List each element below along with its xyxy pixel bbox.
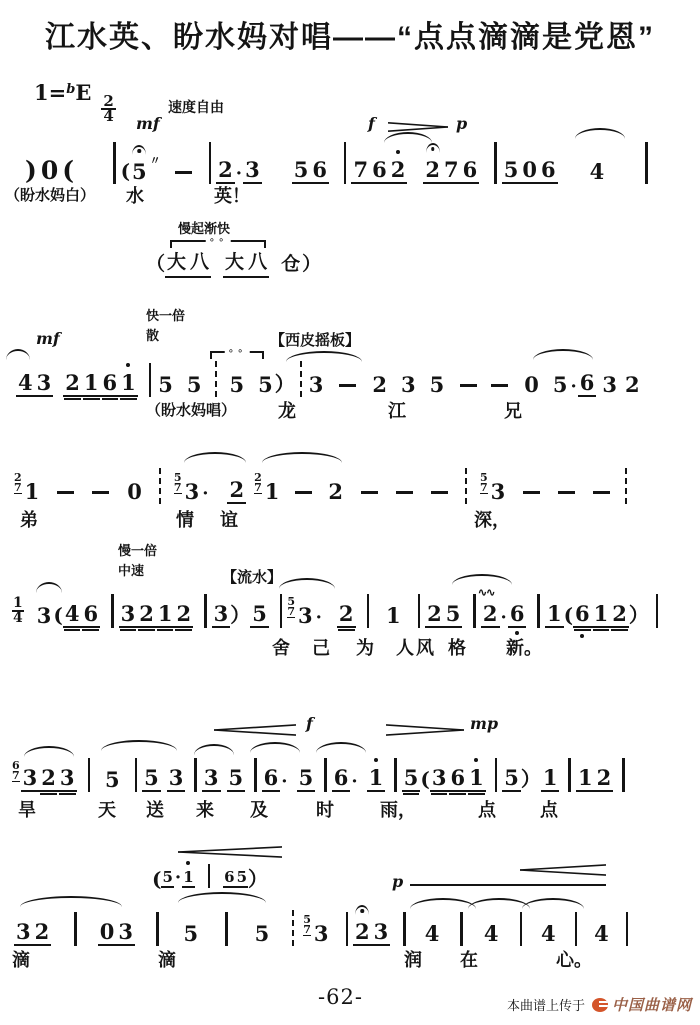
note: 2 ∿∿	[477, 586, 498, 626]
note: 仓	[281, 254, 301, 275]
sustain-line	[410, 884, 606, 886]
slur	[452, 574, 512, 585]
meter-bottom: 4	[103, 107, 114, 125]
dynamic-mark: mf	[36, 329, 60, 348]
tempo-mark: 散	[146, 328, 160, 343]
note: 5	[236, 868, 247, 886]
watermark-site-name: 中国曲谱网	[611, 997, 692, 1014]
note: 1	[467, 765, 486, 792]
held-note-dash	[431, 491, 448, 494]
score-text: ·	[500, 607, 507, 628]
note: 5	[254, 921, 270, 946]
note: 3	[118, 919, 133, 944]
grace-note: 6 7	[12, 759, 20, 782]
score-text: ·	[174, 867, 182, 888]
barline	[495, 758, 498, 792]
note: 6	[462, 157, 478, 182]
slur	[20, 896, 122, 907]
barline	[149, 363, 152, 397]
dashed-barline	[465, 468, 467, 504]
barline	[568, 758, 571, 792]
lyric: 点	[478, 800, 496, 820]
held-note-dash	[491, 384, 508, 387]
xipi-yaoban-line	[0, 305, 700, 420]
note: 2	[372, 372, 387, 397]
note: 6	[312, 157, 327, 182]
barline	[254, 758, 257, 792]
grace-note: 5 7	[287, 595, 295, 618]
tempo-mark: 慢起渐快	[178, 221, 231, 236]
barline	[645, 142, 648, 184]
note: 八	[188, 250, 211, 278]
barline	[74, 912, 77, 946]
note: 2	[328, 479, 343, 504]
note: 5	[229, 372, 245, 397]
lyric: 滴	[12, 950, 30, 970]
note: 0	[99, 919, 115, 944]
note: 6	[224, 868, 235, 886]
note: 5	[429, 372, 445, 397]
held-note-dash	[295, 491, 312, 494]
note: 4	[541, 921, 556, 946]
lyric: 英！	[214, 186, 250, 206]
dashed-barline	[159, 468, 161, 504]
meter-fraction: $\frac{1}{4}$	[13, 595, 23, 626]
banshi-label: 【西皮摇板】	[270, 332, 361, 349]
note: 6	[579, 370, 595, 395]
note: 5	[298, 765, 314, 790]
score-text: (	[420, 767, 430, 791]
notes-row	[16, 361, 642, 397]
note: 1	[593, 601, 609, 626]
note: 3	[59, 765, 75, 790]
note: 5	[158, 372, 173, 397]
barline	[460, 912, 463, 946]
note: 5	[503, 157, 519, 182]
decrescendo-hairpin	[388, 122, 448, 132]
lyric: 旱	[18, 800, 36, 820]
note: 5	[186, 372, 202, 397]
banshi-label: 【流水】	[222, 569, 283, 586]
barline	[403, 912, 406, 946]
lyric: 弟	[20, 510, 38, 530]
note: 1	[577, 765, 593, 790]
lyric: 龙	[278, 401, 296, 421]
lyric: 滴	[158, 950, 176, 970]
lyric: 舍	[272, 638, 290, 658]
tempo-mark: 慢一倍	[118, 543, 158, 558]
site-logo-icon	[592, 998, 608, 1012]
closing-line-di-di-run-zai-xin	[0, 838, 700, 973]
score-text: (	[563, 603, 574, 627]
repeat-bracket	[210, 346, 264, 359]
note: 1	[264, 479, 280, 504]
note: 2	[612, 601, 627, 626]
note: 3	[168, 765, 184, 790]
note: 7	[443, 157, 459, 182]
watermark	[507, 994, 692, 1015]
note: 2	[218, 157, 233, 182]
lyric: （盼水妈唱）	[146, 402, 237, 419]
note: 3	[120, 601, 136, 626]
note: 2	[34, 919, 50, 944]
note: 5	[445, 601, 461, 626]
held-note-dash	[175, 171, 192, 174]
note: 5	[252, 601, 267, 626]
note: 4	[64, 601, 80, 626]
barline	[111, 594, 114, 628]
slur	[101, 740, 177, 751]
lyric: 新。	[506, 638, 542, 658]
score-text: ）	[628, 603, 649, 627]
slur	[36, 582, 62, 593]
inline-small-notes	[152, 864, 268, 891]
lyric: 心。	[556, 950, 592, 970]
barline	[88, 758, 91, 792]
held-note-dash	[57, 491, 74, 494]
notes-row	[14, 468, 632, 504]
lyric: 江	[388, 401, 406, 421]
note: 1	[182, 868, 194, 888]
note: 6	[573, 601, 592, 628]
notes-row	[12, 586, 663, 628]
note: 5	[144, 765, 159, 790]
slur	[468, 898, 530, 909]
dynamic-mark: mp	[470, 714, 499, 733]
score-text: ·	[315, 607, 322, 628]
dashed-barline	[215, 361, 217, 397]
liushui-line	[0, 540, 700, 665]
note: 5	[552, 372, 568, 397]
dynamic-mark: f	[368, 114, 375, 133]
lyric: 深，	[474, 510, 510, 530]
note: 2	[423, 157, 442, 184]
barline	[656, 594, 659, 628]
lyric: 己	[312, 638, 330, 658]
note: 5	[130, 159, 149, 184]
lyric: （盼水妈白）	[5, 187, 96, 204]
note: 1	[367, 765, 386, 792]
dynamic-mark: p	[456, 114, 468, 133]
lyric: 在	[460, 950, 478, 970]
tempo-mark: 中速	[118, 563, 145, 578]
note: 4	[18, 370, 33, 395]
note: 3	[16, 919, 31, 944]
barline	[324, 758, 327, 792]
lyric: 润	[404, 950, 422, 970]
barline	[494, 142, 497, 184]
note: 6	[333, 765, 349, 790]
note: 2	[229, 477, 245, 502]
lyric: 天	[98, 800, 116, 820]
page-number: -62-	[318, 985, 363, 1009]
lyric: 来	[196, 800, 214, 820]
lyric: 风	[416, 638, 434, 658]
note: 6	[263, 765, 279, 790]
dynamic-mark: p	[392, 872, 404, 891]
note: 3	[213, 601, 229, 626]
barline	[194, 758, 197, 792]
note: 3	[203, 765, 219, 790]
barline	[225, 912, 228, 946]
note: 2	[139, 601, 154, 626]
key-letter: E	[75, 80, 92, 105]
note: 1	[542, 765, 558, 790]
note: 1	[546, 601, 562, 626]
barline	[520, 912, 523, 946]
crescendo-hairpin	[214, 724, 296, 736]
note: 4	[483, 921, 499, 946]
slur	[522, 898, 584, 909]
barline	[418, 594, 421, 628]
barline	[346, 912, 349, 946]
slur	[575, 128, 625, 139]
barline	[537, 594, 540, 628]
score-text: ）	[230, 603, 251, 627]
slur	[316, 742, 366, 753]
dynamic-mark: mf	[136, 114, 160, 133]
barline	[156, 912, 159, 946]
note: 3	[602, 372, 618, 397]
slur	[24, 746, 74, 757]
score-text: ）	[302, 254, 322, 275]
note: 3	[401, 372, 416, 397]
decrescendo-hairpin	[386, 724, 464, 736]
note: 1	[119, 370, 138, 397]
note: 4	[594, 921, 609, 946]
dashed-barline	[625, 468, 627, 504]
note: 3	[308, 372, 324, 397]
score-text: (	[152, 867, 162, 891]
lyric: 及	[250, 800, 268, 820]
barline	[473, 594, 476, 628]
note: 7	[353, 157, 369, 182]
note: 1	[386, 603, 401, 628]
lyric: 时	[316, 800, 334, 820]
note: 2	[353, 919, 372, 946]
lyric: 兄	[504, 401, 522, 421]
held-note-dash	[460, 384, 477, 387]
barline	[208, 864, 211, 888]
slur	[262, 452, 342, 463]
held-note-dash	[523, 491, 540, 494]
lyric: 为	[356, 638, 374, 658]
key-equals: =	[48, 80, 67, 105]
note: 3	[313, 921, 329, 946]
vocal-line-di-qing-yi-shen	[0, 440, 700, 540]
notes-row	[14, 910, 633, 946]
grace-note: 2 7	[14, 471, 22, 494]
lyric: 情	[176, 510, 194, 530]
barline	[209, 142, 212, 184]
note: 5	[258, 372, 273, 397]
score-text: )0(	[25, 156, 79, 185]
crescendo-hairpin	[178, 846, 282, 858]
note: 5	[183, 921, 199, 946]
note: 6	[102, 370, 118, 395]
note: 6	[450, 765, 466, 790]
lyric: 谊	[220, 510, 238, 530]
note: 2	[427, 601, 442, 626]
note: 5	[403, 765, 419, 790]
barline	[204, 594, 207, 628]
barline	[622, 758, 625, 792]
lyric: 人	[396, 638, 414, 658]
page-title: 江水英、盼水妈对唱——“点点滴滴是党恩”	[45, 21, 655, 54]
note: 3	[373, 919, 389, 944]
slur	[178, 892, 266, 903]
score-text: ）	[520, 767, 541, 791]
held-note-dash	[339, 384, 356, 387]
score-text: (	[53, 603, 63, 627]
lyric: 送	[146, 800, 164, 820]
note: 1	[24, 479, 40, 504]
lyric: 雨，	[380, 800, 416, 820]
note: 6	[372, 157, 387, 182]
slur	[410, 898, 476, 909]
note: 3	[36, 603, 52, 628]
note: 6	[83, 601, 99, 626]
held-note-dash	[593, 491, 610, 494]
barline	[394, 758, 397, 792]
notes-row	[12, 758, 630, 792]
score-text: 〃	[149, 153, 161, 167]
note: 6	[540, 157, 556, 182]
note: 4	[424, 921, 440, 946]
barline	[367, 594, 370, 628]
note: 3	[298, 603, 313, 628]
slur	[250, 742, 300, 753]
dynamic-mark: f	[306, 714, 313, 733]
slur	[6, 349, 30, 360]
barline	[135, 758, 138, 792]
lyric: 点	[540, 800, 558, 820]
slur	[184, 452, 246, 463]
note: 2	[41, 765, 56, 790]
repeat-dots: ∘∘	[206, 236, 231, 246]
note: 3	[184, 479, 200, 504]
dashed-barline	[300, 361, 302, 397]
note: 3	[36, 370, 52, 395]
note: 大	[165, 250, 188, 278]
note: 5	[105, 767, 120, 792]
note: 2	[625, 372, 640, 397]
note: 0	[522, 157, 537, 182]
notes-row	[25, 142, 653, 184]
note: 3	[22, 765, 38, 790]
score-text: (	[120, 159, 131, 183]
grace-note: 5 7	[480, 471, 488, 494]
note: 2	[65, 370, 80, 395]
score-text: ·	[202, 483, 209, 504]
note: 2	[176, 601, 192, 626]
slur	[194, 744, 234, 755]
vocal-line-han-tian	[0, 700, 700, 820]
barline	[344, 142, 347, 184]
held-note-dash	[361, 491, 378, 494]
score-text: ）	[274, 372, 295, 396]
held-note-dash	[558, 491, 575, 494]
note: 八	[246, 250, 269, 278]
note: 1	[83, 370, 99, 395]
score-text: （	[146, 254, 166, 275]
grace-note: 5 7	[173, 471, 182, 494]
note: 1	[157, 601, 173, 626]
lyric: 水	[126, 186, 144, 206]
note: 3	[490, 479, 506, 504]
percussion-pattern-line	[0, 218, 700, 298]
barline	[113, 142, 116, 184]
note: 5	[293, 157, 309, 182]
note: 3	[431, 765, 447, 790]
barline	[626, 912, 629, 946]
held-note-dash	[396, 491, 413, 494]
note: 0	[524, 372, 539, 397]
note: 6	[508, 601, 527, 628]
barline	[280, 594, 283, 628]
notes-row	[146, 250, 321, 278]
repeat-dots: ∘∘	[225, 347, 250, 357]
score-text: ·	[570, 376, 577, 397]
held-note-dash	[92, 491, 109, 494]
score-text: ·	[281, 771, 288, 792]
tempo-note: 速度自由	[168, 99, 224, 115]
meter-top: 2	[103, 92, 114, 110]
note: 5	[228, 765, 244, 790]
key-do: 1	[34, 80, 49, 105]
note: 2	[338, 601, 354, 626]
note: 3	[245, 157, 260, 182]
grace-note: 5 7	[303, 913, 311, 936]
score-text: ·	[235, 163, 243, 184]
tempo-mark: 快一倍	[146, 308, 186, 323]
dashed-barline	[292, 910, 294, 946]
crescendo-hairpin	[520, 864, 606, 876]
lyric: 格	[448, 638, 466, 658]
watermark-text: 本曲谱上传于	[506, 998, 585, 1013]
repeat-bracket	[170, 235, 266, 248]
flat-sign: b	[66, 82, 76, 97]
note: 5	[162, 868, 173, 886]
barline	[575, 912, 578, 946]
note: 4	[589, 159, 605, 184]
score-text: ·	[351, 771, 358, 792]
slur	[279, 578, 335, 589]
note: 2	[389, 157, 408, 184]
note: 0	[127, 479, 142, 504]
slur	[533, 349, 593, 360]
note: 2	[596, 765, 612, 790]
note: 大	[223, 250, 246, 278]
score-text: ）	[248, 867, 268, 891]
grace-note: 2 7	[254, 471, 262, 494]
note: 5	[504, 765, 519, 790]
